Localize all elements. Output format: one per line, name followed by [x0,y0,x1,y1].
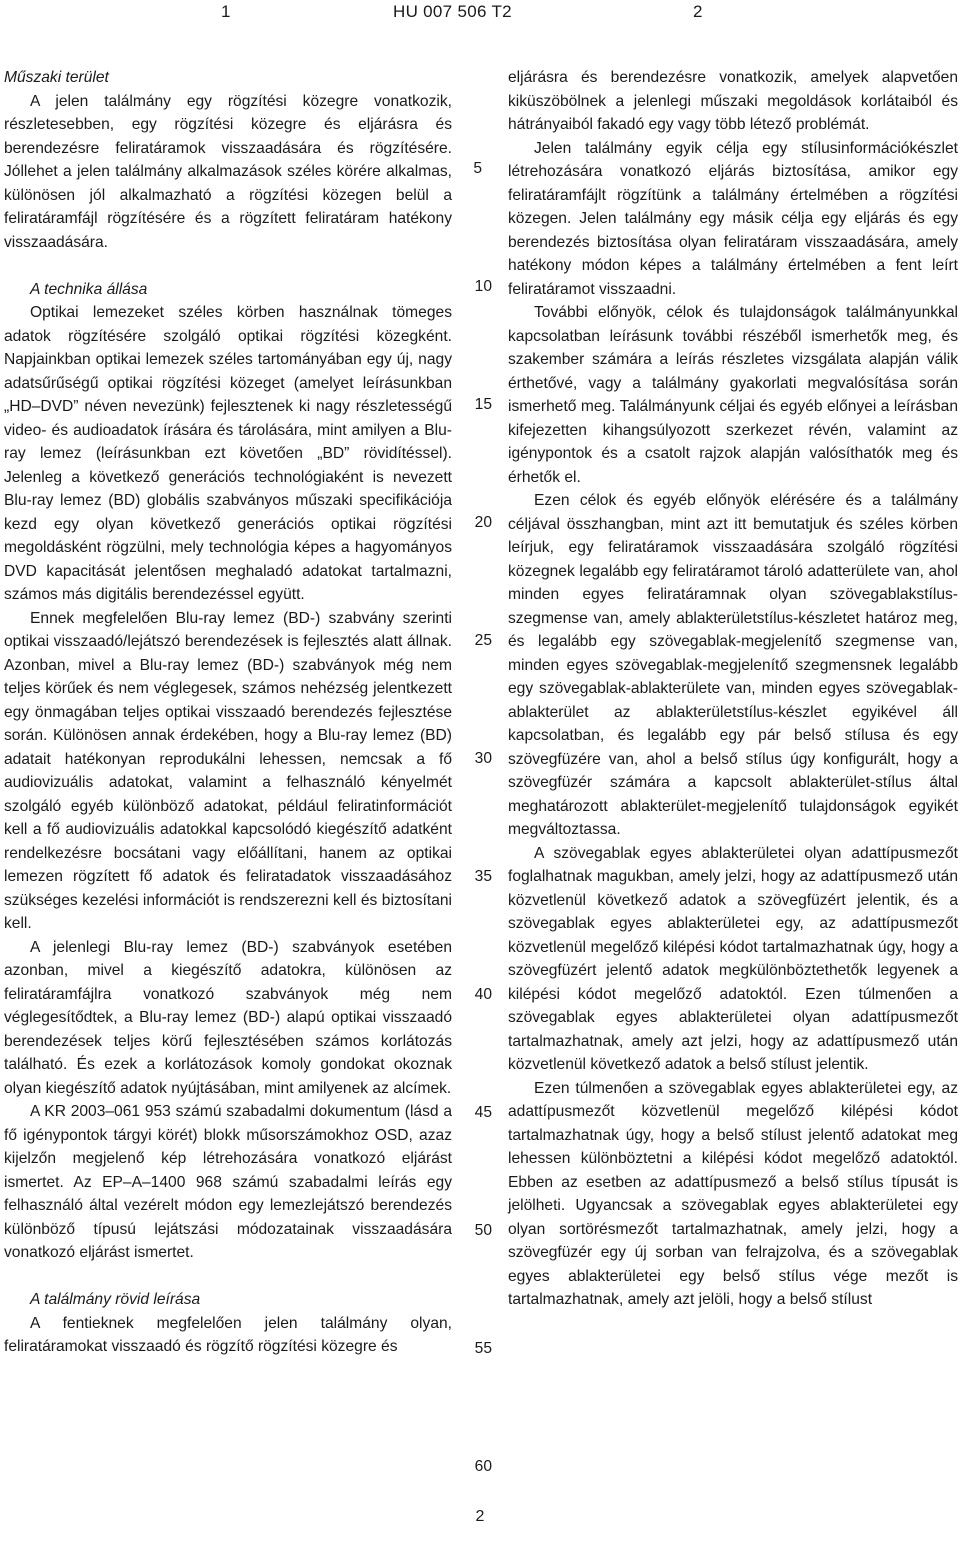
paragraph: További előnyök, célok és tulajdonságok találmányunkkal kapcsolatban leírásunk további részéből ismerhetők meg, és szakember számára a leírás részletes vizsgálata alapján válik érthetővé, vagy a találmány gyakorlati megvalósítása során ismerhető meg. Találmányunk céljai és egyéb előnyei a leírásban kifejezetten kihangsúlyozott szerkezet révén, valamint az igénypontok és a csatolt rajzok alapján valósíthatók meg és érhetők el. [508,304,958,486]
paragraph: A szövegablak egyes ablakterületei olyan adattípusmezőt foglalhatnak magukban, amely jelzi, hogy az adattípusmező után közvetlenül következő adatok a szövegfüzért jelentik, és a szövegablak egyes ablakterületei egy, az adattípusmezőt közvetlenül megelőző kilépési kódot tartalmazhatnak úgy, hogy a szövegfüzért jelentő adatok megkülönböztethetők legyenek a kilépési kódot megelőző adatoktól. Ezen túlmenően a szövegablak egyes ablakterületei olyan adattípusmezőt tartalmazhatnak, amely azt jelzi, hogy az adattípusmező után közvetlenül következő adatok a belső stílust jelentik. [508,844,958,1073]
paragraph: Ezen túlmenően a szövegablak egyes ablakterületei egy, az adattípusmezőt közvetlenül megelőző kilépési kódot tartalmazhatnak úgy, hogy a belső stílust jelentő adatokat meg lehessen különböztetni a kilépési kódot megelőző adatoktól. Ebben az esetben az adattípusmező a belső stílus típusát is jelölheti. Ugyancsak a szövegablak egyes ablakterületei egy olyan sortörésmezőt tartalmazhatnak, amely jelzi, hogy a szövegfüzér egy új sorban van felrajzolva, és a szövegablak egyes ablakterületei egy belső stílus vége mezőt is tartalmazhatnak, amely azt jelöli, hogy a belső stílust [508,1079,958,1308]
left-page-number: 1 [221,2,231,21]
document-id: HU 007 506 T2 [393,2,512,21]
section-heading-technical-field: Műszaki terület [4,69,109,86]
line-number: 55 [474,1340,492,1357]
paragraph: A fentieknek megfelelően jelen találmány olyan, feliratáramokat visszaadó és rögzítő rögzítési közegre és [4,1314,452,1355]
paragraph: eljárásra és berendezésre vonatkozik, amelyek alapvetően kiküszöbölnek a jelenlegi műszaki megoldások korlátaiból és hátrányaiból fakadó egy vagy több létező problémát. [508,69,958,133]
paragraph: Jelen találmány egyik célja egy stílusinformációkészlet létrehozására vonatkozó eljárás biztosítása, amikor egy feliratáramfájlt rögzítünk a találmány értelmében a rögzítési közegen. Jelen találmány egy másik célja egy eljárás és egy berendezés biztosítása olyan feliratáram visszaadására, amely hatékony módon képes a találmány értelmében a fent leírt feliratáramot visszaadni. [508,139,958,298]
paragraph: Ennek megfelelően Blu-ray lemez (BD-) szabvány szerinti optikai visszaadó/lejátszó berendezések is fejlesztés alatt állnak. Azonban, mivel a Blu-ray lemez (BD-) szabványok még nem teljes körűek és nem véglegesek, számos nehézség jelentkezett egy önmagában teljes optikai visszaadó berendezés fejlesztése során. Különösen annak érdekében, hogy a Blu-ray lemez (BD) adatait hatékonyan reprodukálni lehessen, nemcsak a fő audiovizuális adatokat, valamint a felhasználó kényelmét szolgáló egyéb különböző adatokat, például feliratinformációt kell a fő audiovizuális adatokkal kapcsolódó kiegészítő adatként rendelkezésre bocsátani vagy előállítani, hanem az optikai lemezen rögzített fő adatok és feliratadatok visszaadásához szükséges kezelési információt is rendszerezni kell és biztosítani kell. [4,609,452,932]
page-footer-number: 2 [475,1508,485,1525]
line-number: 35 [474,868,492,885]
line-number: 50 [474,1222,492,1239]
line-number: 20 [474,514,492,531]
line-number: 60 [474,1458,492,1475]
section-heading-summary: A találmány rövid leírása [30,1291,201,1308]
line-number: 15 [474,396,492,413]
paragraph: A jelenlegi Blu-ray lemez (BD-) szabványok esetében azonban, mivel a kiegészítő adatokra, különösen az feliratáramfájlra vonatkozó szabványok még nem véglegesítődtek, a Blu-ray lemez (BD-) alapú optikai visszaadó berendezések teljes körű fejlesztésében számos korlátozás található. És ezek a korlátozások komoly gondokat okoznak olyan kiegészítő adatok nyújtásában, mint amilyenek az alcímek. [4,938,452,1097]
line-number: 5 [473,160,482,177]
line-number: 10 [474,278,492,295]
paragraph: Ezen célok és egyéb előnyök elérésére és a találmány céljával összhangban, mint azt itt bemutatjuk és széles körben leírjuk, egy feliratáramok visszaadására szolgáló rögzítési közegnek legalább egy feliratáramot tároló adatterülete van, ahol minden egyes feliratáramnak olyan szövegablakstílus-szegmense van, amely ablakterületstílus-készletet határoz meg, és legalább egy szövegablak-megjelenítő szegmense van, minden egyes szövegablak-megjelenítő szegmensnek legalább egy szövegablak-ablakterülete van, minden egyes szövegablak-ablakterület az ablakterületstílus-készlet egyikével áll kapcsolatban, és legalább egy pár belső stílusa és egy szövegfüzére van, ahol a belső stílus úgy konfigurált, hogy a szövegfüzér számára a kapcsolt ablakterület-stílus által meghatározott ablakterület-megjelenítő tulajdonságok egyikét megváltoztassa. [508,492,958,838]
right-page-number: 2 [693,2,703,21]
paragraph: Optikai lemezeket széles körben használnak tömeges adatok rögzítésére szolgáló optikai rögzítési közegként. Napjainkban optikai lemezek széles tartományában egy új, nagy adatsűrűségű optikai rögzítési közeget (amelyet leírásunkban „HD–DVD” néven nevezünk) fejlesztenek ki nagy részletességű video- és audioadatok írására és tárolására, mint amilyen a Blu-ray lemez (leírásunkban ezt követően „BD” rövidítéssel). Jelenleg a következő generációs technológiaként is nevezett Blu-ray lemez (BD) globális szabványos műszaki specifikációja kezd egy olyan következő generációs optikai rögzítési megoldásként rögzülni, mely technológia képes a hagyományos DVD kapacitását jelentősen meghaladó adatokat tartalmazni, számos más digitális berendezéssel együtt. [4,304,452,603]
paragraph: A KR 2003–061 953 számú szabadalmi dokumentum (lásd a fő igénypontok tárgyi körét) blokk műsorszámokhoz OSD, azaz kijelzőn megjelenő kép létrehozására vonatkozó eljárást ismertet. Az EP–A–1400 968 számú szabadalmi leírás egy felhasználó által vezérelt módon egy lemezlejátszó berendezés különböző típusú lejátszási módozatainak visszaadására vonatkozó eljárást ismertet. [4,1103,452,1261]
paragraph: A jelen találmány egy rögzítési közegre vonatkozik, részletesebben, egy rögzítési közegre és eljárásra és berendezésre feliratáramok visszaadására és rögzítésére. Jóllehet a jelen találmány alkalmazások széles körére alkalmas, különösen jól alkalmazható a rögzítési közegen belül a feliratáramfájl rögzítésére és a rögzített feliratáram hatékony visszaadására. [4,92,452,251]
line-number: 45 [474,1104,492,1121]
line-number: 30 [474,750,492,767]
page-header [0,0,960,30]
line-number: 25 [474,632,492,649]
left-column [4,66,452,1359]
right-column [508,66,958,1312]
line-number: 40 [474,986,492,1003]
section-heading-prior-art: A technika állása [30,280,148,298]
